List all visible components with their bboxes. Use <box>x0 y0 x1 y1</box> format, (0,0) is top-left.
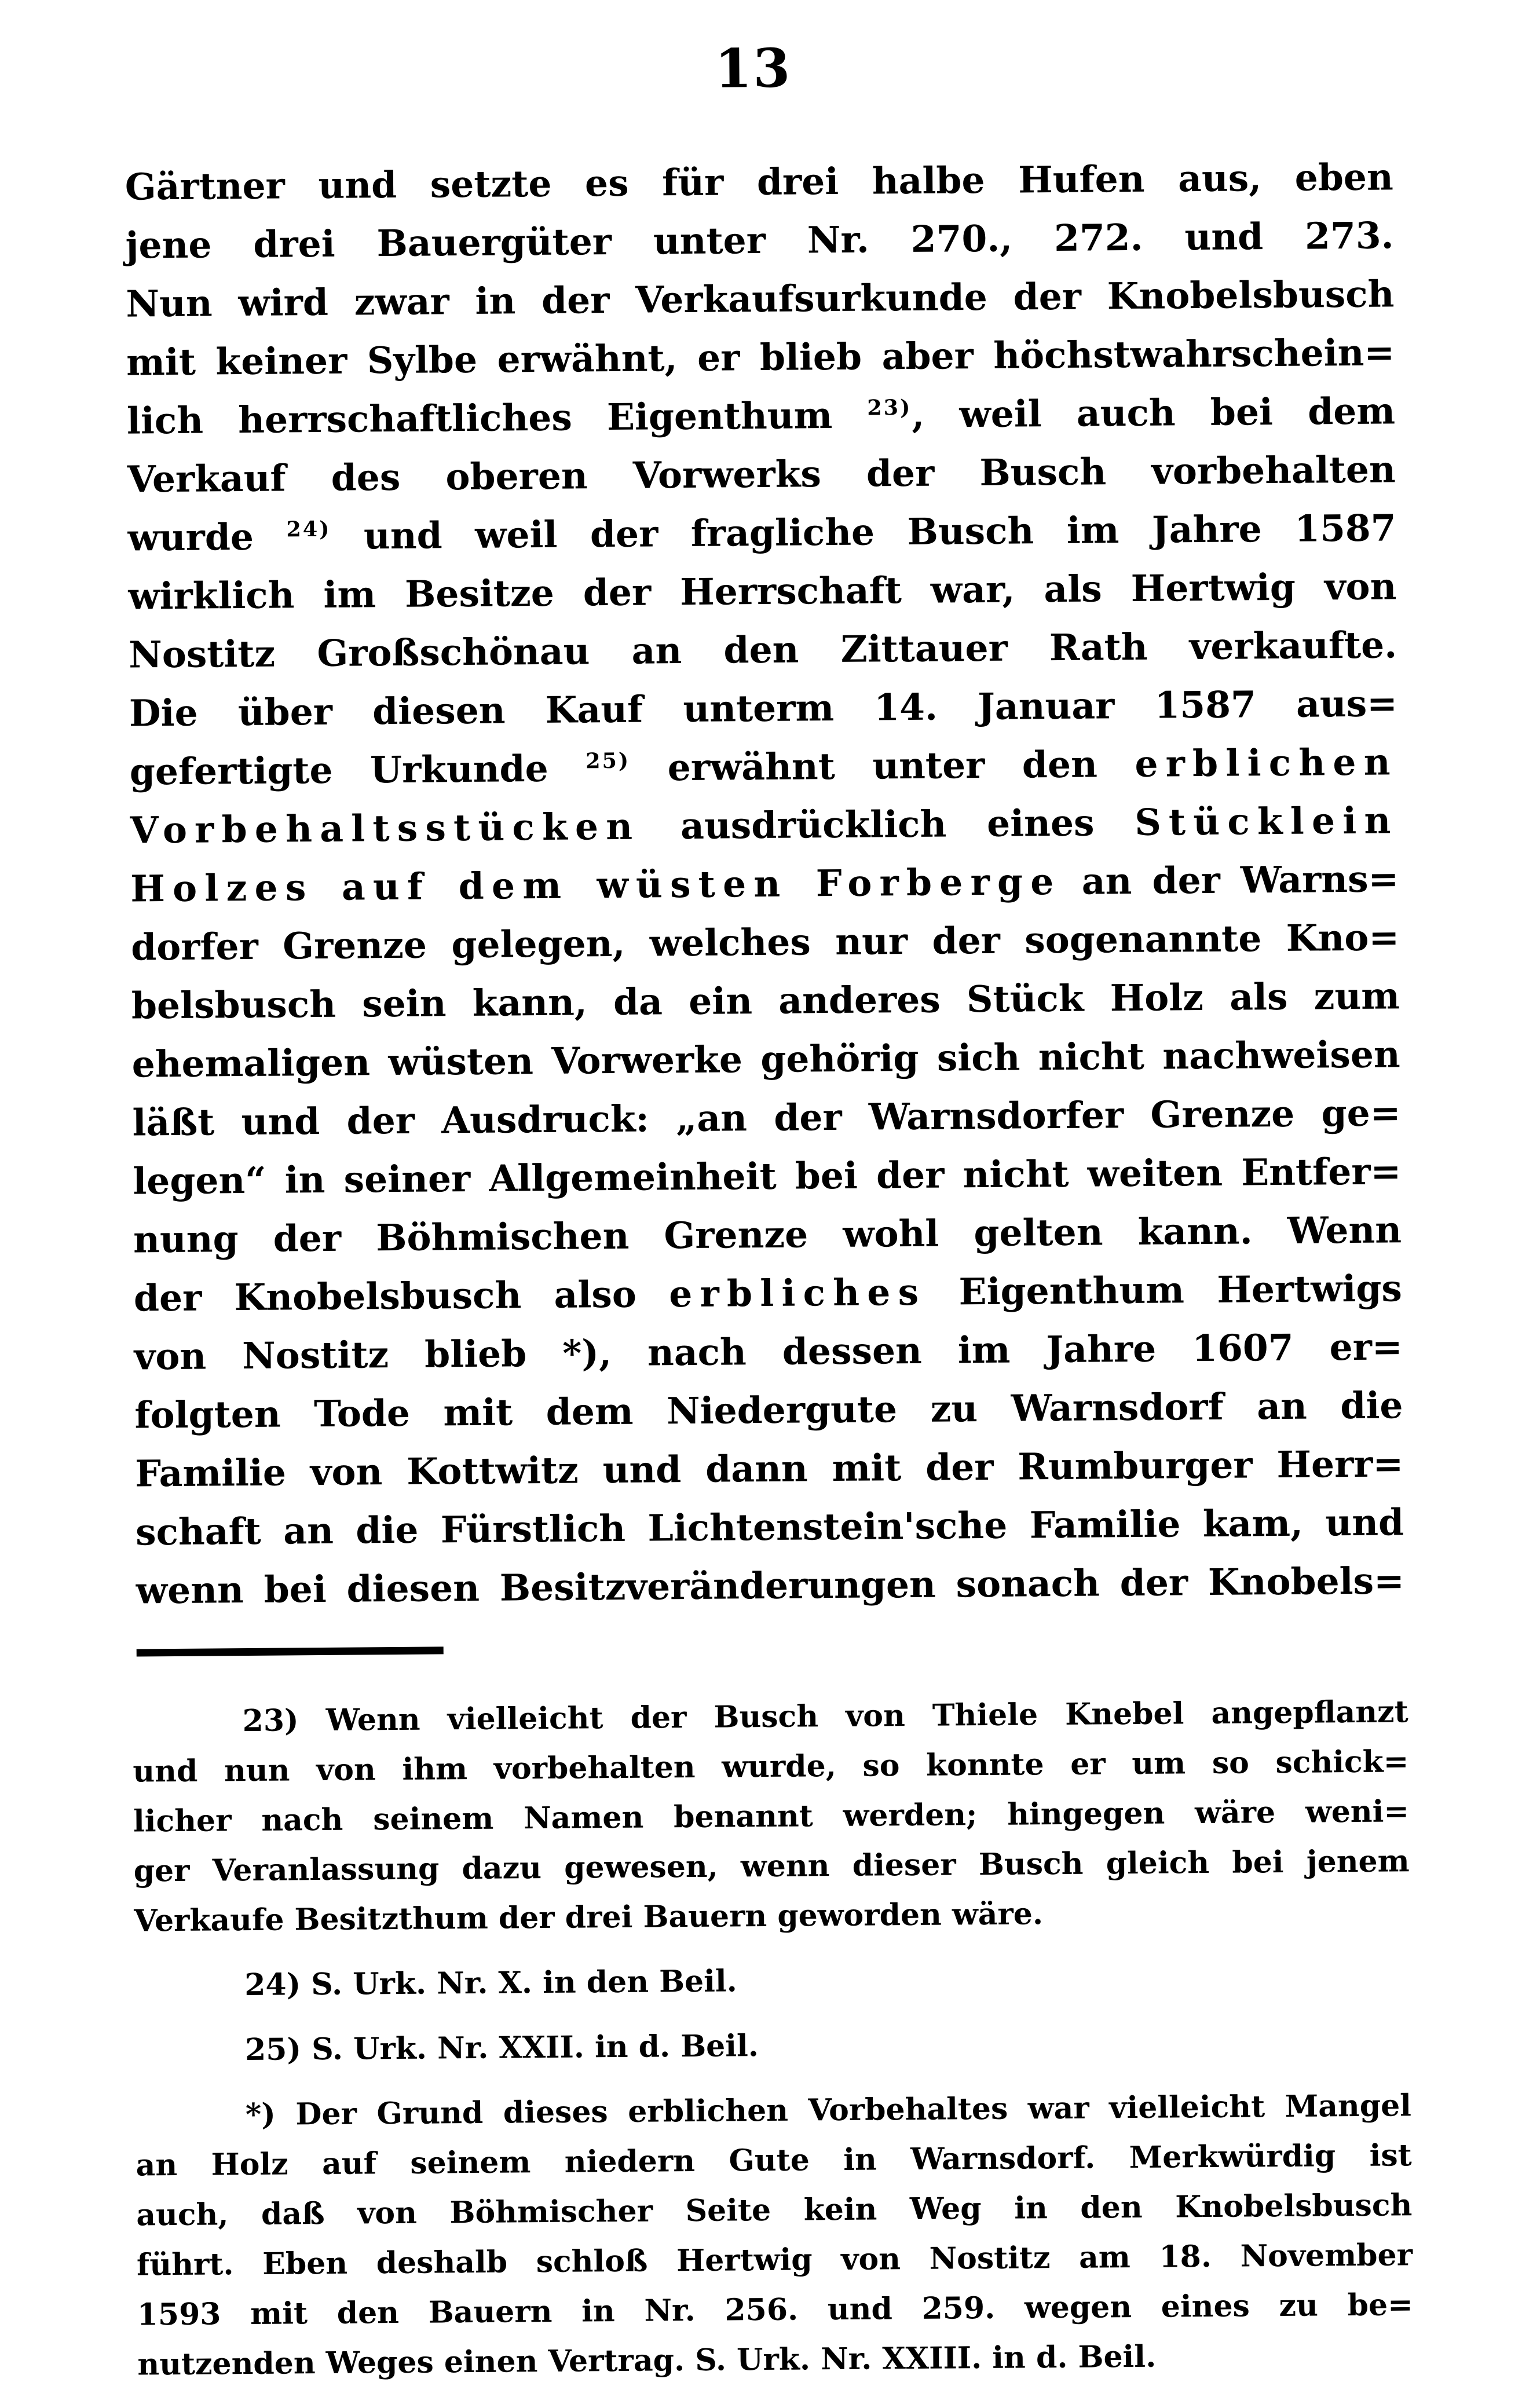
footnote-block <box>136 2081 1414 2389</box>
text-line: legen“ in seiner Allgemeinheit bei der nicht weiten Entfer= <box>133 1150 1402 1203</box>
text-line: wurde $^{24)}$ und weil der fragliche Busch im Jahre 1587 <box>127 506 1396 559</box>
footnote-line: 24) S. Urk. Nr. X. in den Beil. <box>244 1963 737 2003</box>
footnote-line: licher nach seinem Namen benannt werden; hingegen wäre weni= <box>133 1794 1410 1839</box>
text-line: Die über diesen Kauf unterm 14. Januar 1587 aus= <box>129 682 1398 735</box>
text-line: Vorbehaltsstücken ausdrücklich eines Stücklein <box>130 799 1399 852</box>
footnote-block <box>134 1951 1411 2011</box>
text-line: ehemaligen wüsten Vorwerke gehörig sich nicht nachweisen <box>131 1033 1400 1086</box>
text-line: wenn bei diesen Besitzveränderungen sonach der Knobels= <box>136 1559 1405 1612</box>
main-text <box>125 148 1404 1620</box>
footnote-line: 1593 mit den Bauern in Nr. 256. und 259. wegen eines zu be= <box>137 2287 1413 2333</box>
emphasized-text: erblichen <box>1135 740 1398 785</box>
text-line: lich herrschaftliches Eigenthum $^{23)}$, weil auch bei dem <box>126 389 1396 442</box>
footnote-line: nutzenden Weges einen Vertrag. S. Urk. Nr. XXIII. in d. Beil. <box>137 2339 1157 2383</box>
page-number: 13 <box>714 36 792 100</box>
footnote-block <box>132 1687 1410 1946</box>
footnote-line: *) Der Grund dieses erblichen Vorbehaltes war vielleicht Mangel <box>245 2088 1412 2132</box>
footnote-line: auch, daß von Böhmischer Seite kein Weg in den Knobelsbusch <box>136 2187 1413 2233</box>
emphasized-text: Holzes auf dem wüsten Forberge <box>130 859 1062 910</box>
footnote-line: 23) Wenn vielleicht der Busch von Thiele Knebel angepflanzt <box>242 1694 1408 1739</box>
footnotes <box>132 1687 1413 2389</box>
text-line: folgten Tode mit dem Niedergute zu Warnsdorf an die <box>134 1384 1403 1437</box>
text-line: wirklich im Besitze der Herrschaft war, als Hertwig von <box>128 565 1397 618</box>
footnote-reference: 23) <box>867 394 912 420</box>
text-line: schaft an die Fürstlich Lichtenstein'sche Familie kam, und <box>135 1501 1404 1554</box>
text-line: dorfer Grenze gelegen, welches nur der sogenannte Kno= <box>130 916 1400 969</box>
text-line: Familie von Kottwitz und dann mit der Rumburger Herr= <box>134 1442 1404 1495</box>
footnote-separator <box>137 1646 444 1656</box>
footnote-line: und nun von ihm vorbehalten wurde, so konnte er um so schick= <box>133 1744 1409 1789</box>
footnote-reference: 24) <box>286 516 331 542</box>
text-line: Gärtner und setzte es für drei halbe Hufen aus, eben <box>125 155 1394 208</box>
text-line: nung der Böhmischen Grenze wohl gelten kann. Wenn <box>133 1208 1402 1261</box>
footnote-line: führt. Eben deshalb schloß Hertwig von Nostitz am 18. November <box>136 2237 1413 2283</box>
text-line: von Nostitz blieb *), nach dessen im Jahre 1607 er= <box>134 1325 1403 1378</box>
text-line: Holzes auf dem wüsten Forberge an der Warns= <box>130 857 1399 910</box>
footnote-reference: 25) <box>585 748 631 774</box>
footnote-line: Verkaufe Besitzthum der drei Bauern geworden wäre. <box>134 1896 1044 1939</box>
text-line: belsbusch sein kann, da ein anderes Stück Holz als zum <box>131 974 1400 1027</box>
text-line: Nun wird zwar in der Verkaufsurkunde der Knobelsbusch <box>126 272 1395 325</box>
footnote-line: ger Veranlassung dazu gewesen, wenn dieser Busch gleich bei jenem <box>133 1843 1410 1889</box>
footnote-line: an Holz auf seinem niedern Gute in Warnsdorf. Merkwürdig ist <box>136 2138 1412 2183</box>
text-line: mit keiner Sylbe erwähnt, er blieb aber höchstwahrschein= <box>126 331 1395 384</box>
text-line: Nostitz Großschönau an den Zittauer Rath verkaufte. <box>128 623 1397 676</box>
emphasized-text: Stücklein <box>1134 799 1399 844</box>
text-line: Verkauf des oberen Vorwerks der Busch vorbehalten <box>127 448 1396 501</box>
text-line: jene drei Bauergüter unter Nr. 270., 272. und 273. <box>125 214 1394 267</box>
footnote-line: 25) S. Urk. Nr. XXII. in d. Beil. <box>244 2028 759 2067</box>
emphasized-text: erbliches <box>668 1270 927 1316</box>
footnote-block <box>135 2016 1411 2076</box>
text-line: der Knobelsbusch also erbliches Eigenthum Hertwigs <box>133 1267 1403 1320</box>
emphasized-text: Vorbehaltsstücken <box>130 804 641 852</box>
text-line: gefertigte Urkunde $^{25)}$ erwähnt unter den erblichen <box>129 740 1398 793</box>
text-line: läßt und der Ausdruck: „an der Warnsdorfer Grenze ge= <box>132 1091 1401 1144</box>
